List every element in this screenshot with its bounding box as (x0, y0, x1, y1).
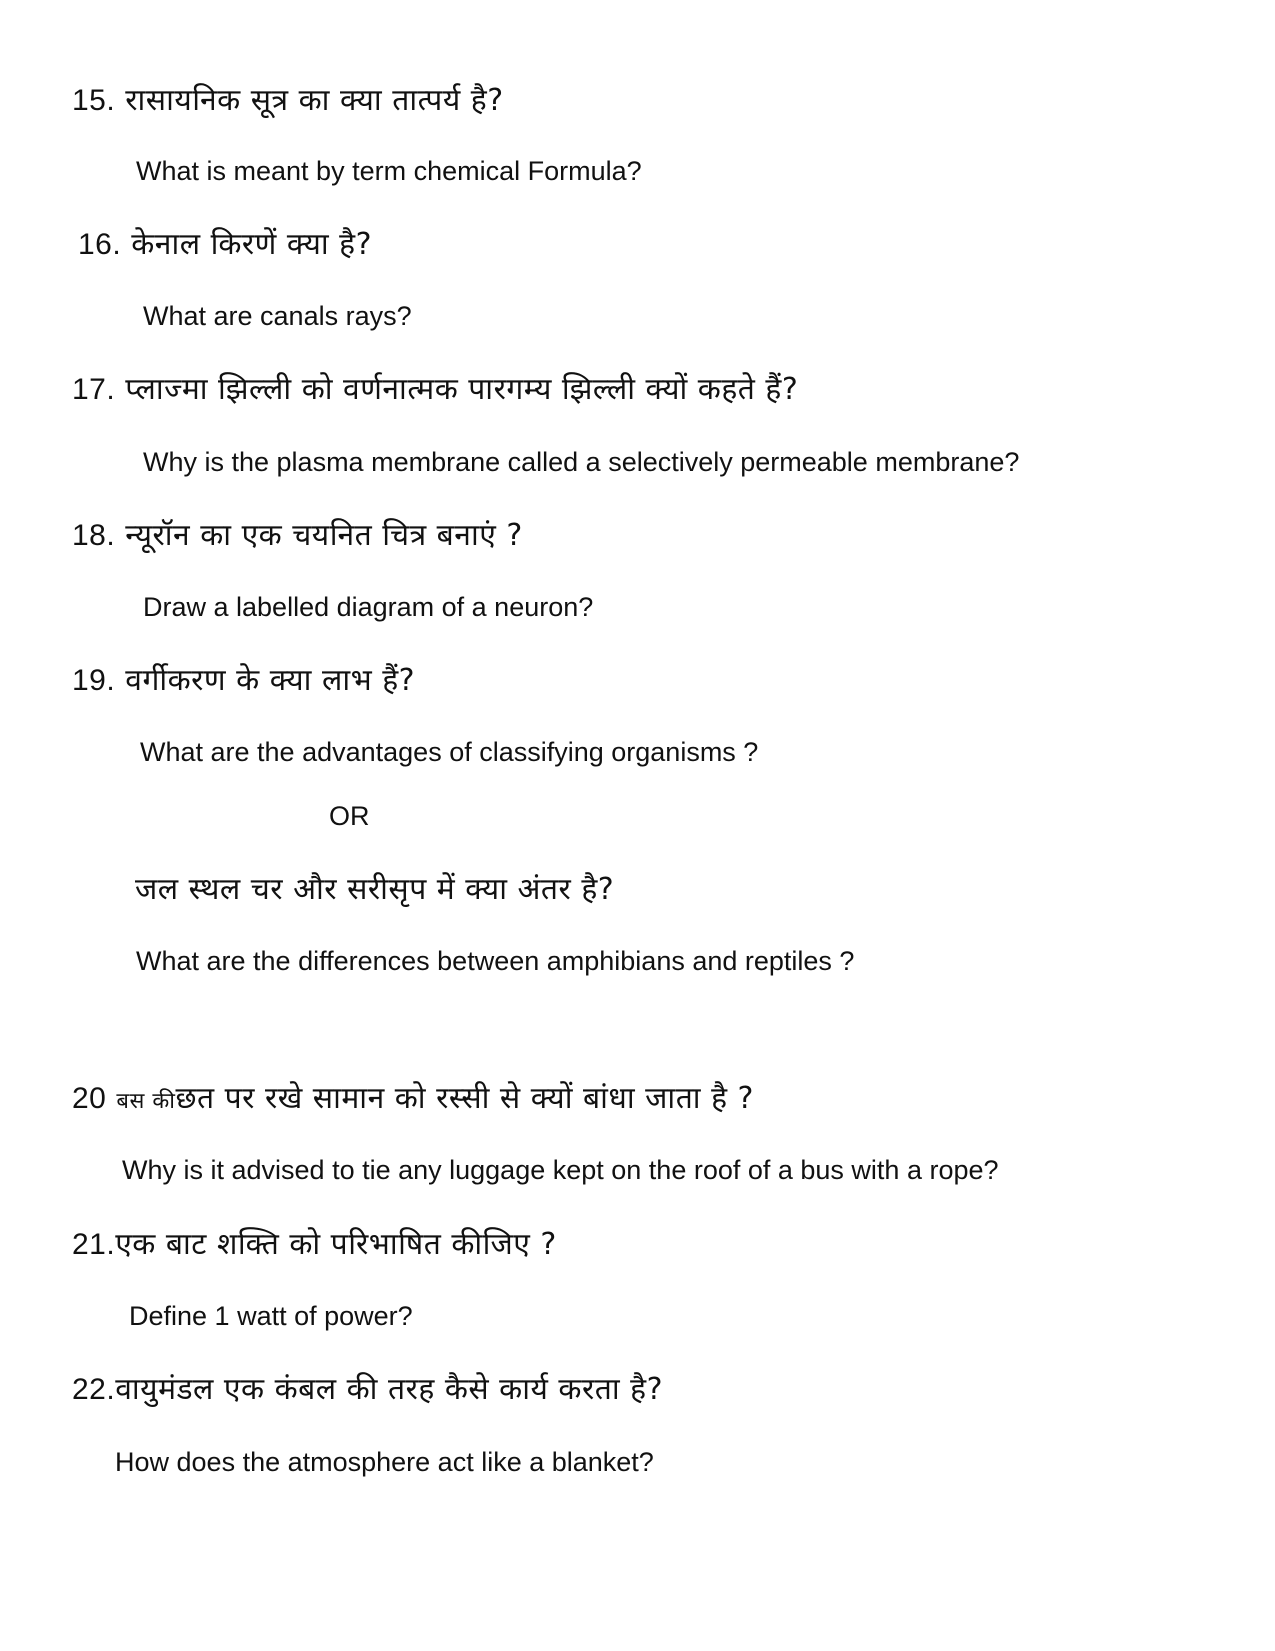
question-number: 22. (72, 1373, 116, 1406)
question-number: 18. (72, 519, 116, 552)
question-text-hindi: केनाल किरणें क्या है? (131, 227, 373, 262)
question-16-english: What are canals rays? (143, 301, 412, 331)
question-number: 19. (72, 664, 116, 697)
question-text-hindi: वायुमंडल एक कंबल की तरह कैसे कार्य करता है? (115, 1372, 664, 1407)
question-21-hindi (72, 1227, 557, 1262)
question-number: 17. (72, 373, 116, 406)
question-number: 16. (78, 228, 122, 261)
question-17-english: Why is the plasma membrane called a selectively permeable membrane? (143, 447, 1020, 477)
question-17-hindi (72, 372, 799, 407)
question-19-alt-english: What are the differences between amphibians and reptiles ? (136, 946, 855, 976)
or-label: OR (329, 801, 370, 831)
question-text-hindi: वर्गीकरण के क्या लाभ हैं? (125, 663, 416, 698)
question-20-english: Why is it advised to tie any luggage kept on the roof of a bus with a rope? (122, 1155, 999, 1185)
question-text-hindi: रासायनिक सूत्र का क्या तात्पर्य है? (125, 83, 504, 118)
question-21-english: Define 1 watt of power? (129, 1301, 413, 1331)
question-text-hindi: एक बाट शक्ति को परिभाषित कीजिए ? (115, 1227, 557, 1262)
question-18-english: Draw a labelled diagram of a neuron? (143, 592, 594, 622)
question-15-english: What is meant by term chemical Formula? (136, 156, 642, 186)
question-19-hindi (72, 663, 416, 698)
question-18-hindi (72, 518, 523, 553)
question-text-hindi: न्यूरॉन का एक चयनित चित्र बनाएं ? (125, 518, 523, 553)
question-20-hindi (72, 1081, 754, 1116)
question-number: 21. (72, 1228, 116, 1261)
question-text-hindi-small: बस की (116, 1089, 176, 1114)
question-22-english: How does the atmosphere act like a blanket? (115, 1447, 654, 1477)
question-15-hindi (72, 83, 504, 118)
question-19-english: What are the advantages of classifying organisms ? (140, 737, 759, 767)
question-22-hindi (72, 1372, 664, 1407)
question-text-hindi: छत पर रखे सामान को रस्सी से क्यों बांधा जाता है ? (175, 1081, 754, 1116)
question-19-alt-hindi: जल स्थल चर और सरीसृप में क्या अंतर है? (135, 872, 615, 907)
question-number: 20 (72, 1082, 107, 1115)
question-number: 15. (72, 84, 116, 117)
question-text-hindi: प्लाज्मा झिल्ली को वर्णनात्मक पारगम्य झिल्ली क्यों कहते हैं? (125, 372, 799, 407)
question-16-hindi (78, 227, 373, 262)
